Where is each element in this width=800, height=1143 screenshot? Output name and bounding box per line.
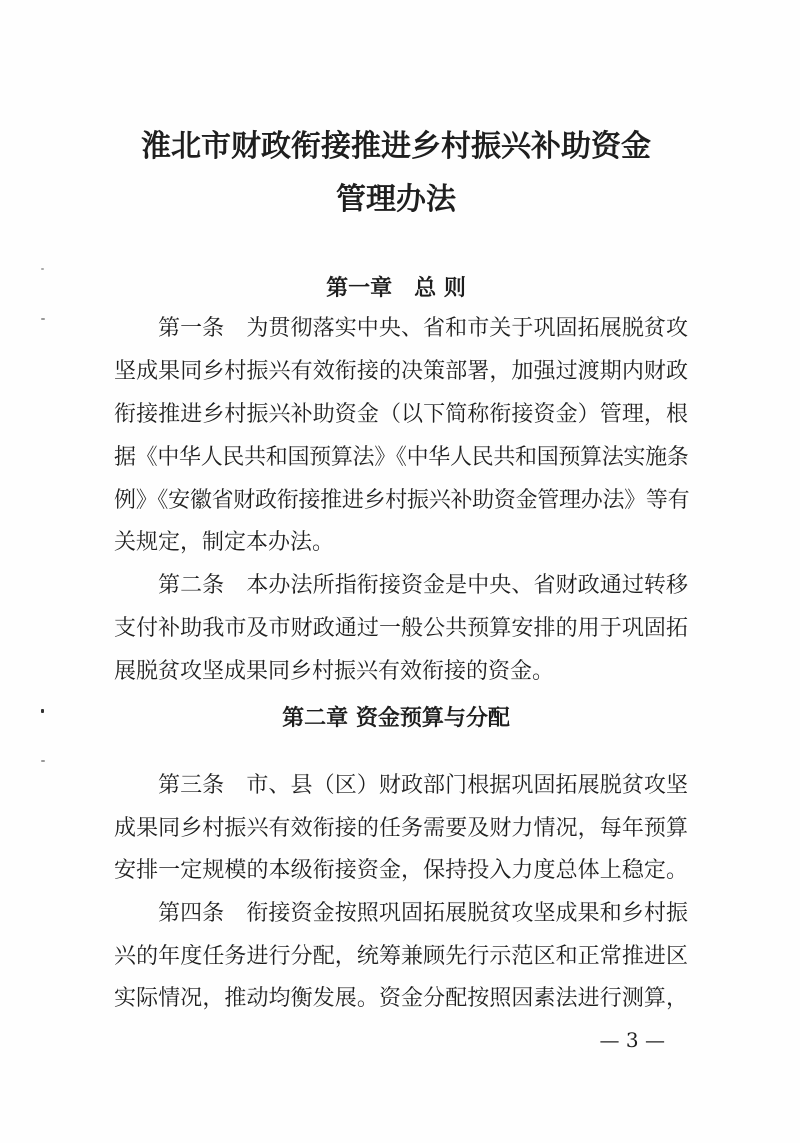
article3-line: 成果同乡村振兴有效衔接的任务需要及财力情况，每年预算 [114,816,688,841]
scan-mark [41,268,44,270]
article1-line: 据《中华人民共和国预算法》《中华人民共和国预算法实施条 [114,445,688,470]
chapter1-heading: 第一章 总 则 [326,275,466,301]
article2-line: 展脱贫攻坚成果同乡村振兴有效衔接的资金。 [114,659,555,684]
document-title-line2: 管理办法 [336,182,456,217]
article2-line: 支付补助我市及市财政通过一般公共预算安排的用于巩固拓 [114,616,688,641]
page-number: — 3 — [599,1028,665,1052]
scan-mark [41,318,45,320]
article4-line: 实际情况，推动均衡发展。资金分配按照因素法进行测算， [114,986,688,1011]
article1-line: 坚成果同乡村振兴有效衔接的决策部署，加强过渡期内财政 [114,359,688,384]
scan-mark [41,760,45,762]
article4-line: 兴的年度任务进行分配，统筹兼顾先行示范区和正常推进区 [114,944,688,969]
chapter2-heading: 第二章 资金预算与分配 [282,705,510,731]
article2-line: 第二条 本办法所指衔接资金是中央、省财政通过转移 [158,573,688,598]
article1-line: 例》《安徽省财政衔接推进乡村振兴补助资金管理办法》等有 [114,488,688,513]
document-title-line1: 淮北市财政衔接推进乡村振兴补助资金 [141,129,651,164]
article1-line: 第一条 为贯彻落实中央、省和市关于巩固拓展脱贫攻 [158,316,688,341]
article1-line: 关规定，制定本办法。 [114,530,335,555]
article4-line: 第四条 衔接资金按照巩固拓展脱贫攻坚成果和乡村振 [158,901,688,926]
article1-line: 衔接推进乡村振兴补助资金（以下简称衔接资金）管理，根 [114,402,688,427]
article3-line: 安排一定规模的本级衔接资金，保持投入力度总体上稳定。 [114,858,688,883]
article3-line: 第三条 市、县（区）财政部门根据巩固拓展脱贫攻坚 [158,773,688,798]
